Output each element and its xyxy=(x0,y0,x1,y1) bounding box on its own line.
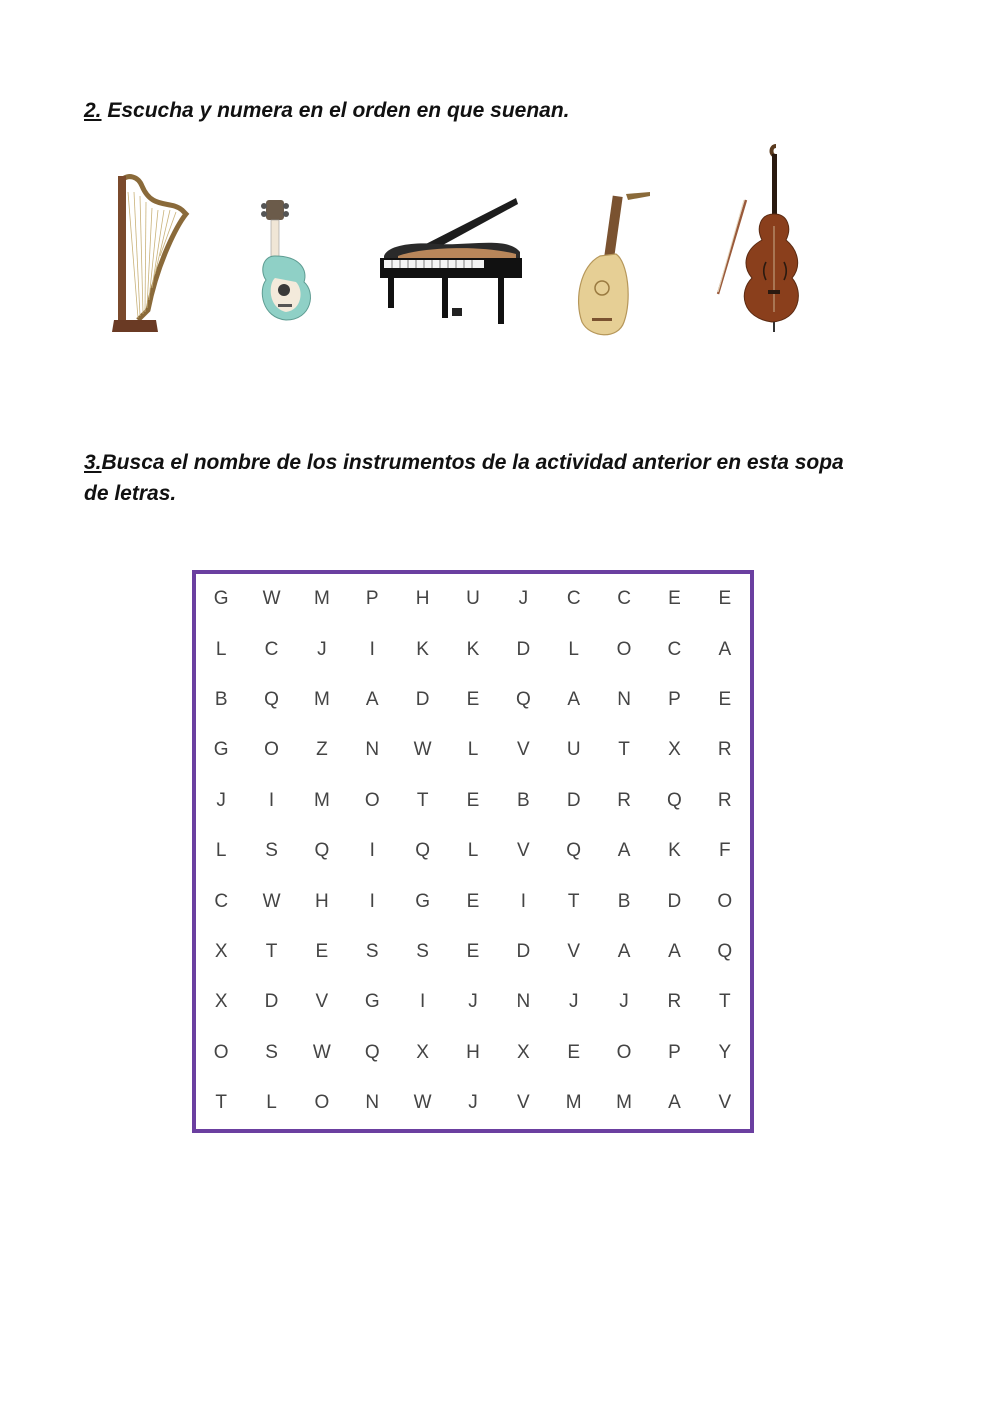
grid-letter[interactable]: O xyxy=(717,890,733,912)
grid-letter[interactable]: D xyxy=(415,688,430,710)
grid-letter[interactable]: D xyxy=(566,789,581,811)
double-bass-icon xyxy=(712,142,804,334)
grid-letter[interactable]: W xyxy=(312,1041,331,1063)
grid-row xyxy=(196,826,750,876)
ukulele-icon xyxy=(256,198,318,324)
grid-letter[interactable]: D xyxy=(264,991,279,1013)
grid-letter[interactable]: R xyxy=(717,739,732,761)
grid-letter[interactable]: T xyxy=(215,1092,227,1114)
grid-letter[interactable]: E xyxy=(466,688,480,710)
grand-piano-icon xyxy=(378,196,524,328)
grid-letter[interactable]: N xyxy=(516,991,531,1013)
grid-letter[interactable]: N xyxy=(365,739,380,761)
grid-letter[interactable]: O xyxy=(616,1041,632,1063)
grid-letter[interactable]: O xyxy=(616,638,632,660)
grid-letter[interactable]: V xyxy=(516,840,530,862)
grid-letter[interactable]: J xyxy=(619,991,629,1013)
grid-letter[interactable]: X xyxy=(214,991,228,1013)
grid-letter[interactable]: J xyxy=(468,1092,478,1114)
grid-letter[interactable]: I xyxy=(419,991,426,1013)
grid-letter[interactable]: H xyxy=(415,588,430,610)
grid-letter[interactable]: X xyxy=(214,940,228,962)
harp-icon xyxy=(108,170,190,336)
grid-letter[interactable]: L xyxy=(215,638,227,660)
grid-letter[interactable]: A xyxy=(365,688,379,710)
grid-letter[interactable]: L xyxy=(266,1092,277,1114)
grid-letter[interactable]: R xyxy=(667,991,682,1013)
grid-row xyxy=(196,977,750,1027)
grid-letter[interactable]: E xyxy=(466,940,480,962)
grid-letter[interactable]: V xyxy=(516,739,530,761)
grid-letter[interactable]: S xyxy=(265,840,278,862)
grid-letter[interactable]: Q xyxy=(264,688,279,710)
grid-letter[interactable]: B xyxy=(516,789,530,811)
grid-letter[interactable]: B xyxy=(617,890,631,912)
grid-row xyxy=(196,927,750,977)
grid-letter[interactable]: Y xyxy=(718,1041,732,1063)
section-3-text: Busca el nombre de los instrumentos de la actividad anterior en esta sopa de letras. xyxy=(84,451,844,505)
grid-letter[interactable]: K xyxy=(416,638,429,660)
grid-letter[interactable]: M xyxy=(313,789,330,811)
grid-letter[interactable]: A xyxy=(668,940,681,962)
grid-letter[interactable]: K xyxy=(668,840,681,862)
grid-letter[interactable]: P xyxy=(668,1041,681,1063)
grid-letter[interactable]: Q xyxy=(515,688,531,710)
grid-letter[interactable]: M xyxy=(616,1092,632,1114)
grid-letter[interactable]: U xyxy=(466,588,480,610)
grid-letter[interactable]: E xyxy=(718,588,732,610)
grid-letter[interactable]: D xyxy=(667,890,682,912)
grid-letter[interactable]: L xyxy=(467,840,479,862)
grid-letter[interactable]: C xyxy=(214,890,229,912)
grid-letter[interactable]: F xyxy=(718,840,731,862)
grid-letter[interactable]: V xyxy=(315,991,329,1013)
grid-letter[interactable]: U xyxy=(566,739,581,761)
grid-row xyxy=(196,776,750,826)
grid-letter[interactable]: E xyxy=(668,588,681,610)
grid-row xyxy=(196,1078,750,1128)
grid-letter[interactable]: Q xyxy=(364,1041,380,1063)
grid-letter[interactable]: J xyxy=(216,789,226,811)
grid-letter[interactable]: J xyxy=(468,991,478,1013)
grid-letter[interactable]: M xyxy=(313,588,330,610)
grid-letter[interactable]: X xyxy=(416,1041,429,1063)
grid-letter[interactable]: C xyxy=(617,588,631,610)
grid-letter[interactable]: W xyxy=(262,890,281,912)
grid-letter[interactable]: D xyxy=(516,638,531,660)
grid-letter[interactable]: L xyxy=(215,840,227,862)
grid-letter[interactable]: O xyxy=(264,739,279,761)
grid-letter[interactable]: C xyxy=(264,638,279,660)
word-search-grid xyxy=(192,570,754,1133)
grid-letter[interactable]: R xyxy=(717,789,732,811)
grid-row xyxy=(196,624,750,674)
grid-letter[interactable]: J xyxy=(518,588,529,610)
grid-letter[interactable]: W xyxy=(413,739,432,761)
grid-letter[interactable]: Q xyxy=(415,840,430,862)
grid-letter[interactable]: P xyxy=(668,688,681,710)
grid-letter[interactable]: A xyxy=(617,940,631,962)
section-2-text: Escucha y numera en el orden en que suenan. xyxy=(101,99,570,122)
grid-letter[interactable]: O xyxy=(364,789,380,811)
grid-letter[interactable]: G xyxy=(364,991,380,1013)
grid-row xyxy=(196,1028,750,1078)
section-3-heading xyxy=(84,447,844,509)
grid-letter[interactable]: T xyxy=(618,739,630,761)
grid-letter[interactable]: D xyxy=(516,940,531,962)
grid-letter[interactable]: G xyxy=(213,739,229,761)
grid-letter[interactable]: E xyxy=(466,789,480,811)
grid-letter[interactable]: A xyxy=(567,688,581,710)
grid-letter[interactable]: V xyxy=(718,1092,732,1114)
grid-letter[interactable]: A xyxy=(718,638,732,660)
grid-letter[interactable]: X xyxy=(516,1041,530,1063)
grid-letter[interactable]: Q xyxy=(717,940,733,962)
grid-letter[interactable]: E xyxy=(466,890,480,912)
grid-letter[interactable]: R xyxy=(617,789,631,811)
grid-letter[interactable]: A xyxy=(668,1092,681,1114)
grid-letter[interactable]: T xyxy=(416,789,429,811)
grid-letter[interactable]: S xyxy=(365,940,379,962)
grid-letter[interactable]: Q xyxy=(566,840,582,862)
grid-letter[interactable]: T xyxy=(567,890,580,912)
grid-letter[interactable]: S xyxy=(416,940,429,962)
grid-letter[interactable]: H xyxy=(466,1041,480,1063)
grid-row xyxy=(196,574,750,624)
grid-letter[interactable]: Z xyxy=(316,739,328,761)
grid-letter[interactable]: A xyxy=(617,840,631,862)
grid-letter[interactable]: I xyxy=(369,638,375,660)
grid-letter[interactable]: N xyxy=(365,1092,380,1114)
grid-letter[interactable]: T xyxy=(718,991,731,1013)
grid-letter[interactable]: H xyxy=(315,890,329,912)
grid-letter[interactable]: P xyxy=(365,588,379,610)
grid-letter[interactable]: E xyxy=(315,940,329,962)
grid-letter[interactable]: C xyxy=(667,638,682,660)
grid-letter[interactable]: E xyxy=(718,688,732,710)
grid-row xyxy=(196,675,750,725)
grid-letter[interactable]: J xyxy=(317,638,327,660)
grid-letter[interactable]: E xyxy=(567,1041,581,1063)
lute-icon xyxy=(570,190,654,340)
grid-letter[interactable]: V xyxy=(516,1092,530,1114)
grid-letter[interactable]: I xyxy=(369,840,375,862)
grid-letter[interactable]: X xyxy=(668,739,681,761)
grid-letter[interactable]: V xyxy=(567,940,581,962)
grid-letter[interactable]: Q xyxy=(314,840,330,862)
grid-letter[interactable]: W xyxy=(262,588,281,610)
grid-row xyxy=(196,725,750,775)
word-search-table xyxy=(196,574,750,1128)
grid-letter[interactable]: K xyxy=(466,638,480,660)
grid-letter[interactable]: Q xyxy=(667,789,682,811)
section-2-heading xyxy=(84,95,904,126)
grid-letter[interactable]: G xyxy=(415,890,430,912)
grid-letter[interactable]: B xyxy=(214,688,228,710)
grid-letter[interactable]: N xyxy=(617,688,631,710)
grid-letter[interactable]: I xyxy=(369,890,375,912)
grid-letter[interactable]: O xyxy=(314,1092,330,1114)
grid-row xyxy=(196,876,750,926)
section-2-number: 2. xyxy=(84,99,102,122)
grid-letter[interactable]: S xyxy=(265,1041,278,1063)
grid-letter[interactable]: J xyxy=(568,991,579,1013)
grid-letter[interactable]: M xyxy=(565,1092,582,1114)
grid-letter[interactable]: I xyxy=(520,890,526,912)
grid-letter[interactable]: C xyxy=(566,588,581,610)
grid-letter[interactable]: L xyxy=(568,638,579,660)
grid-letter[interactable]: I xyxy=(268,789,275,811)
grid-letter[interactable]: W xyxy=(413,1092,432,1114)
grid-letter[interactable]: O xyxy=(213,1041,229,1063)
grid-letter[interactable]: G xyxy=(213,588,229,610)
grid-letter[interactable]: T xyxy=(265,940,278,962)
section-3-number: 3. xyxy=(84,451,102,474)
grid-letter[interactable]: L xyxy=(467,739,479,761)
grid-letter[interactable]: M xyxy=(313,688,330,710)
